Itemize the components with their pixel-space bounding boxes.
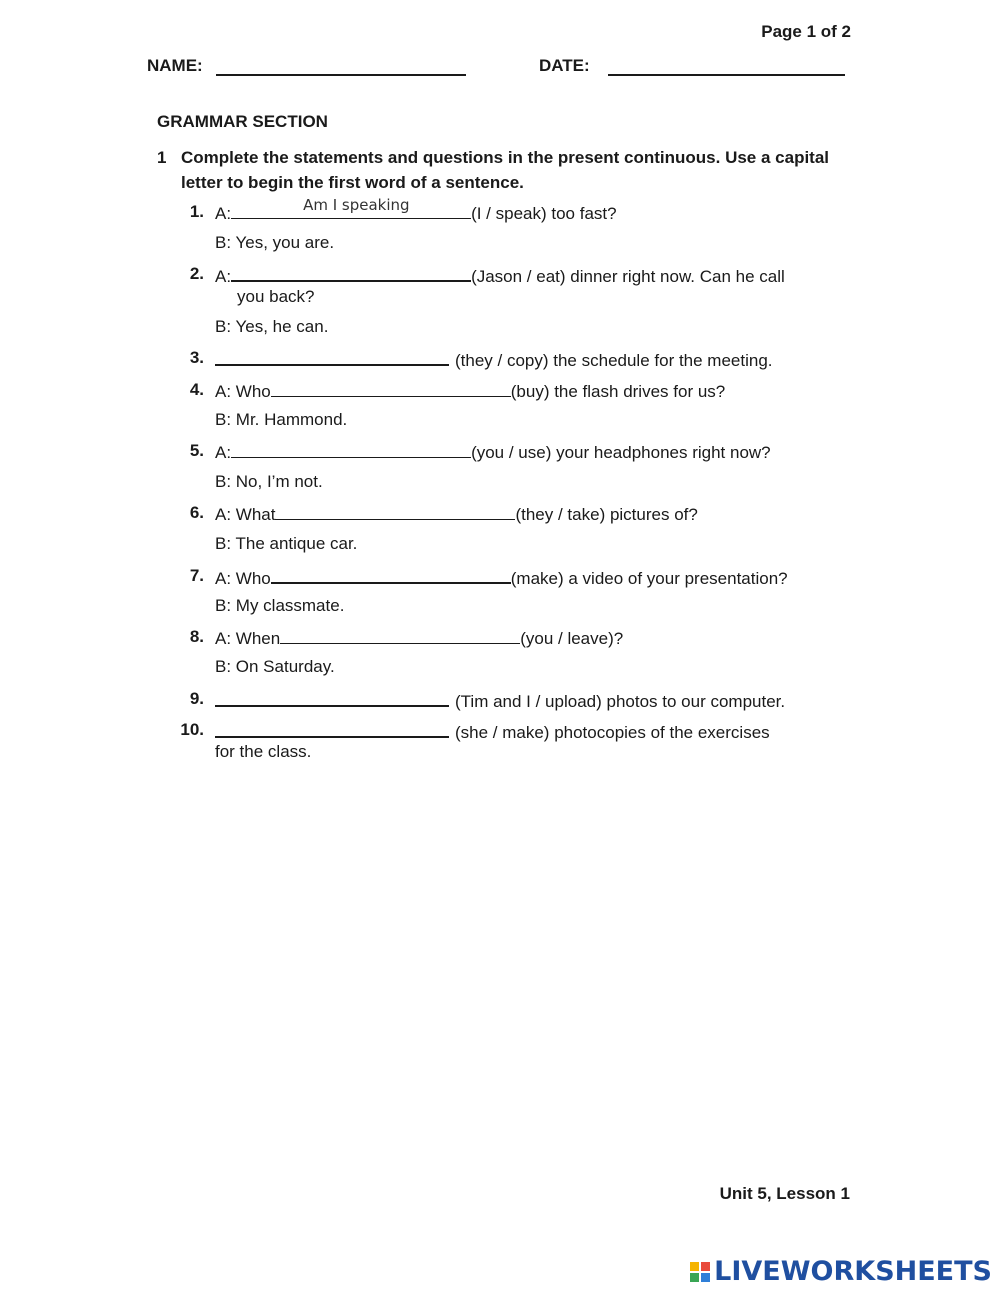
question-prefix: A: — [215, 267, 232, 286]
question-number: 7. — [189, 566, 204, 585]
question-line — [215, 439, 771, 464]
answer-blank[interactable] — [215, 718, 449, 738]
question-line — [215, 196, 617, 225]
question-line — [215, 378, 725, 403]
instruction — [157, 145, 837, 195]
footer-unit-label: Unit 5, Lesson 1 — [719, 1184, 850, 1203]
question-line — [215, 687, 785, 713]
question-number: 9. — [189, 689, 204, 708]
question-suffix: (Tim and I / upload) photos to our computer. — [455, 692, 786, 711]
answer-blank[interactable] — [231, 262, 471, 282]
question-prefix: A: — [215, 443, 232, 462]
question-suffix: (I / speak) too fast? — [471, 204, 617, 223]
question-number: 10. — [180, 720, 204, 739]
question-suffix: (Jason / eat) dinner right now. Can he call — [471, 267, 785, 286]
question-suffix: (buy) the flash drives for us? — [510, 382, 726, 401]
section-title: GRAMMAR SECTION — [157, 112, 328, 131]
answer-blank[interactable] — [231, 439, 471, 458]
question-line — [215, 564, 788, 590]
question-suffix: (she / make) photocopies of the exercises — [455, 723, 770, 742]
question-suffix: (you / use) your headphones right now? — [471, 443, 771, 462]
answer-blank[interactable] — [271, 378, 511, 397]
liveworksheets-logo — [690, 1256, 992, 1287]
name-field[interactable] — [216, 74, 466, 76]
date-field[interactable] — [608, 74, 845, 76]
question-continuation: you back? — [237, 287, 315, 306]
question-line — [215, 501, 698, 526]
logo-text: LIVEWORKSHEETS — [714, 1256, 992, 1287]
answer-blank[interactable] — [231, 196, 471, 219]
question-number: 1. — [189, 202, 204, 221]
answer-blank[interactable] — [215, 687, 449, 707]
answer-reply: B: The antique car. — [215, 534, 358, 553]
answer-reply: B: My classmate. — [215, 596, 345, 615]
answer-blank[interactable] — [215, 346, 449, 366]
question-suffix: (they / copy) the schedule for the meeting. — [455, 351, 773, 370]
filled-answer: Am I speaking — [303, 196, 410, 214]
instruction-number: 1 — [157, 148, 167, 167]
answer-reply: B: Yes, he can. — [215, 317, 329, 336]
question-line — [215, 346, 773, 372]
answer-blank[interactable] — [271, 564, 511, 584]
question-prefix: A: What — [215, 505, 276, 524]
answer-reply: B: On Saturday. — [215, 657, 335, 676]
page-number: Page 1 of 2 — [761, 22, 851, 41]
answer-reply: B: Mr. Hammond. — [215, 410, 348, 429]
question-prefix: A: When — [215, 629, 281, 648]
question-prefix: A: Who — [215, 382, 271, 401]
question-suffix: (they / take) pictures of? — [515, 505, 698, 524]
answer-blank[interactable] — [275, 501, 515, 520]
answer-reply: B: Yes, you are. — [215, 233, 335, 252]
question-line — [215, 625, 623, 650]
logo-icon — [690, 1262, 710, 1282]
question-number: 3. — [189, 348, 204, 367]
question-number: 5. — [189, 441, 204, 460]
question-number: 2. — [189, 264, 204, 283]
question-number: 6. — [189, 503, 204, 522]
question-prefix: A: — [215, 204, 232, 223]
answer-reply: B: No, I’m not. — [215, 472, 323, 491]
instruction-text: Complete the statements and questions in the present continuous. Use a capital letter to begin the first word of a sentence. — [181, 148, 830, 192]
date-label: DATE: — [539, 56, 590, 75]
question-number: 4. — [189, 380, 204, 399]
question-prefix: A: Who — [215, 569, 271, 588]
question-continuation: for the class. — [215, 742, 312, 761]
question-number: 8. — [189, 627, 204, 646]
question-suffix: (you / leave)? — [520, 629, 624, 648]
answer-blank[interactable] — [280, 625, 520, 644]
question-suffix: (make) a video of your presentation? — [510, 569, 788, 588]
name-label: NAME: — [147, 56, 203, 75]
